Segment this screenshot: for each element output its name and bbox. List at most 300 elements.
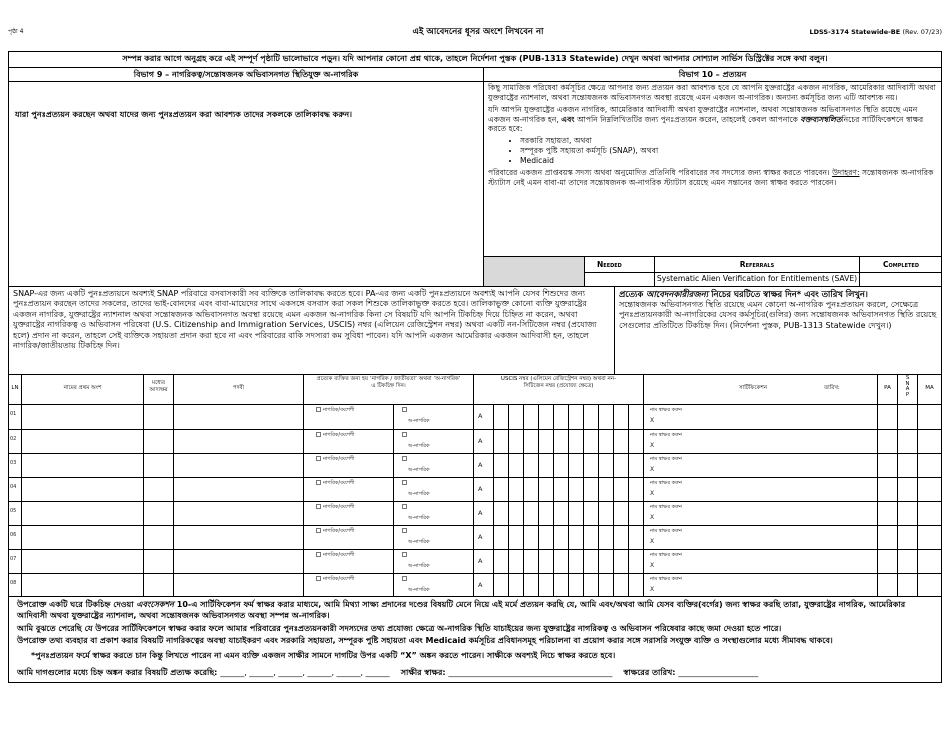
sign-name-label: নাম স্বাক্ষর করুন [650, 552, 683, 558]
middle-initial-cell[interactable] [143, 405, 173, 429]
noncitizen-label: অ-নাগরিক [408, 491, 430, 497]
citizen-checkbox[interactable] [316, 432, 321, 437]
uscis-digit-cell[interactable] [508, 574, 523, 596]
col-snap: S N A P [897, 375, 917, 404]
snap-cell[interactable] [897, 574, 917, 596]
sign-x-mark: X [650, 514, 655, 521]
section10-body [483, 82, 941, 256]
read-notice: সম্পন্ন করার আগে অনুগ্রহ করে এই সম্পূর্ণ পৃষ্ঠাটি ভালোভাবে পড়ুন। যদি আপনার কোনো প্রশ্ন থাকে, তাহলে নির্দেশনা পুস্তক (PUB-1313 Statewide) দেখুন অথবা আপনার সোশ্যাল সার্ভিস ডিস্ট্রিক্টের সঙ্গে কথা বলুন। [9, 52, 941, 68]
uscis-digit-cell[interactable] [568, 502, 583, 525]
sign-name-label: নাম স্বাক্ষর করুন [650, 480, 683, 486]
middle-initial-cell[interactable] [143, 502, 173, 525]
noncitizen-label: অ-নাগরিক [408, 467, 430, 473]
witnessed-marks-label: আমি দাগগুলোর মধ্যে চিহ্ন অঙ্কন করার বিষয়টি প্রত্যক্ষ করেছি: [17, 667, 218, 677]
noncitizen-label: অ-নাগরিক [408, 539, 430, 545]
para2-and: এবং [561, 114, 575, 124]
citizen-label: নাগরিক/বংশেশী [323, 456, 355, 462]
form-revision: (Rev. 07/23) [902, 28, 942, 36]
signature-cell[interactable] [643, 502, 877, 525]
citizen-label: নাগরিক/বংশেশী [323, 480, 355, 486]
section9-instruction: যারা পুনঃপ্রত্যয়ন করছেন অথবা যাদের জন্য পুনঃপ্রত্যয়ন করা আবশ্যক তাদের সকলকে তালিকাবদ্ধ করুন। [15, 110, 353, 119]
uscis-digit-cell[interactable] [628, 454, 643, 477]
uscis-digit-cell[interactable] [538, 526, 553, 549]
middle-initial-cell[interactable] [143, 430, 173, 453]
pa-cell[interactable] [877, 502, 897, 525]
uscis-digit-cell[interactable] [583, 430, 598, 453]
sign-x-mark: X [650, 490, 655, 497]
save-label: Systematic Alien Verification for Entitlements (SAVE) [654, 272, 859, 286]
signature-cell[interactable] [643, 454, 877, 477]
ma-cell[interactable] [917, 574, 941, 596]
uscis-digit-cell[interactable] [598, 478, 613, 501]
sign-name-label: নাম স্বাক্ষর করুন [650, 407, 683, 413]
uscis-digit-cell[interactable] [628, 526, 643, 549]
uscis-digit-cell[interactable] [553, 405, 568, 429]
uscis-a-prefix: A [473, 526, 493, 549]
citizen-label: নাগরিক/বংশেশী [323, 552, 355, 558]
first-name-cell[interactable] [21, 526, 143, 549]
citizen-label: নাগরিক/বংশেশী [323, 576, 355, 582]
uscis-digit-cell[interactable] [613, 430, 628, 453]
referrals-label: Referrals [654, 257, 859, 272]
para2-text-b: আপনি নিম্নলিখিতটির জন্য পুনঃপ্রত্যয়ন করেন, তাহলেই কেবল আপনাকে [577, 114, 798, 124]
completed-label: Completed [859, 257, 941, 272]
first-name-cell[interactable] [21, 550, 143, 573]
middle-initial-cell[interactable] [143, 454, 173, 477]
middle-initial-cell[interactable] [143, 478, 173, 501]
uscis-a-prefix: A [473, 502, 493, 525]
row-ln: 07 [10, 556, 17, 562]
row-ln: 01 [10, 411, 17, 417]
ma-cell[interactable] [917, 550, 941, 573]
citizen-checkbox[interactable] [316, 480, 321, 485]
cert-col-title: সার্টিফিকেশন [739, 385, 767, 391]
uscis-digit-cell[interactable] [583, 454, 598, 477]
pa-cell[interactable] [877, 574, 897, 596]
uscis-digit-cell[interactable] [493, 430, 508, 453]
citizen-option[interactable] [303, 574, 393, 596]
page-top-bar [8, 28, 942, 38]
noncitizen-checkbox[interactable] [402, 432, 407, 437]
cert-heading-italic: আবেদনকারীরজন্য [646, 289, 709, 299]
citizen-checkbox-wrap [316, 528, 354, 534]
uscis-a-prefix: A [473, 478, 493, 501]
uscis-a-prefix: A [473, 454, 493, 477]
ma-cell[interactable] [917, 502, 941, 525]
page-number: পৃষ্ঠা 4 [8, 28, 24, 35]
referrals-grey-left [484, 257, 584, 286]
uscis-a-prefix: A [473, 430, 493, 453]
form-frame [8, 51, 942, 683]
citizen-label: নাগরিক/বংশেশী [323, 504, 355, 510]
noncitizen-option[interactable] [393, 526, 473, 549]
citizen-option[interactable] [303, 405, 393, 429]
first-name-cell[interactable] [21, 478, 143, 501]
uscis-digit-cell[interactable] [598, 430, 613, 453]
citizen-option[interactable] [303, 478, 393, 501]
uscis-digit-cell[interactable] [613, 574, 628, 596]
uscis-digit-cell[interactable] [568, 574, 583, 596]
uscis-a-prefix: A [473, 574, 493, 596]
uscis-digit-cell[interactable] [553, 550, 568, 573]
citizen-label: নাগরিক/বংশেশী [323, 407, 355, 413]
uscis-digit-cell[interactable] [628, 478, 643, 501]
uscis-digit-cell[interactable] [493, 574, 508, 596]
uscis-digit-cell[interactable] [538, 405, 553, 429]
uscis-digit-cell[interactable] [628, 405, 643, 429]
signature-cell[interactable] [643, 574, 877, 596]
citizen-checkbox[interactable] [316, 504, 321, 509]
noncitizen-label: অ-নাগরিক [408, 418, 430, 424]
uscis-digit-cell[interactable] [628, 430, 643, 453]
uscis-digit-cell[interactable] [553, 574, 568, 596]
noncitizen-option[interactable] [393, 550, 473, 573]
noncitizen-checkbox[interactable] [402, 504, 407, 509]
uscis-digit-cell[interactable] [568, 478, 583, 501]
noncitizen-option[interactable] [393, 502, 473, 525]
uscis-digit-cell[interactable] [568, 430, 583, 453]
uscis-digit-cell[interactable] [553, 454, 568, 477]
citizen-checkbox-wrap [316, 456, 354, 462]
uscis-digit-cell[interactable] [508, 405, 523, 429]
first-name-cell[interactable] [21, 454, 143, 477]
footer-line3: উপরোক্ত তথ্য ব্যবহার বা প্রকাশ করার বিষয়টি নাগরিকত্বের অবস্থা যাচাইকরণ এবং সরকারি সহায়তা, সম্পূরক পুষ্টি সহায়তা এবং Medicaid কর্মসূচির প্রবিধানসমূহ পরিচালনা বা প্রয়োগ করার সঙ্গে সরাসরি সংযুক্ত ব্যক্তি ও সংস্থাগুলোর মধ্যে সীমাবদ্ধ থাকবে। [17, 636, 833, 646]
noncitizen-label: অ-নাগরিক [408, 443, 430, 449]
first-name-cell[interactable] [21, 574, 143, 596]
uscis-digit-cell[interactable] [583, 574, 598, 596]
table-row [9, 477, 941, 501]
pa-cell[interactable] [877, 405, 897, 429]
row-ln: 06 [10, 532, 17, 538]
noncitizen-option[interactable] [393, 574, 473, 596]
sign-name-label: নাম স্বাক্ষর করুন [650, 528, 683, 534]
needed-cell[interactable] [584, 272, 654, 286]
citizen-option[interactable] [303, 526, 393, 549]
pa-cell[interactable] [877, 550, 897, 573]
uscis-digit-cell[interactable] [598, 405, 613, 429]
citizen-option[interactable] [303, 430, 393, 453]
last-name-cell[interactable] [173, 430, 303, 453]
citizen-label: নাগরিক/বংশেশী [323, 432, 355, 438]
noncitizen-label: অ-নাগরিক [408, 515, 430, 521]
footer [9, 596, 941, 684]
col-first-name: নামের প্রথম অংশ [21, 375, 143, 404]
middle-initial-cell[interactable] [143, 574, 173, 596]
col-certification [643, 375, 877, 404]
para2-italic: বক্তব্যসম্বলিত [800, 114, 842, 124]
para2-text-a: যদি আপনি যুক্তরাষ্ট্রের একজন নাগরিক, আমেরিকার আদিবাসী অথবা যুক্তরাষ্ট্রের ন্যাশনাল, অথবা সন্তোষজনক অভিবাসনগত স্থিতি রয়েছে এমন একজন অ-নাগরিক হন, [488, 104, 918, 124]
uscis-digit-cell[interactable] [508, 526, 523, 549]
uscis-digit-cell[interactable] [583, 478, 598, 501]
citizen-checkbox-wrap [316, 552, 354, 558]
table-row [9, 501, 941, 525]
footer-line1-b: 10-এ সার্টিফিকেশন ফর্ম স্বাক্ষর করার মাধ্যমে, আমি মিথ্যা সাক্ষ্য প্রদানের দণ্ডের বিষয়টি মেনে নিয়ে এই মর্মে প্রত্যয়ন করছি যে, আমি এবং/অথবা আমি যেসব ব্যক্তির(বর্গের) জন্য স্বাক্ষর করছি তারা, যুক্তরাষ্ট্রের নাগরিক, আমেরিকার আদিবাসী অথবা যুক্তরাষ্ট্রের ন্যাশনাল, অথবা সন্তোষজনক অভিবাসনগত অবস্থা সম্পন্ন অ-নাগরিক। [17, 600, 906, 620]
table-row [9, 453, 941, 477]
signature-cell[interactable] [643, 526, 877, 549]
noncitizen-checkbox[interactable] [402, 407, 407, 412]
uscis-digit-cell[interactable] [493, 454, 508, 477]
uscis-digit-cell[interactable] [613, 478, 628, 501]
form-id-code: LDSS-3174 Statewide-BE [809, 28, 901, 36]
uscis-digit-cell[interactable] [523, 502, 538, 525]
noncitizen-checkbox[interactable] [402, 480, 407, 485]
uscis-digit-cell[interactable] [538, 502, 553, 525]
para3-example-label: উদাহরণ: [832, 167, 860, 177]
uscis-digit-cell[interactable] [493, 502, 508, 525]
program-list [520, 136, 941, 166]
ma-cell[interactable] [917, 454, 941, 477]
snap-cell[interactable] [897, 454, 917, 477]
uscis-digit-cell[interactable] [523, 430, 538, 453]
uscis-digit-cell[interactable] [598, 454, 613, 477]
para3-text-a: পরিবারের একজন প্রাপ্তবয়স্ক সদস্য অথবা অনুমোদিত প্রতিনিধি পরিবারের সব সদস্যের জন্য স্বাক্ষর করতে পারবেন। [488, 167, 830, 177]
certification-instructions [614, 286, 941, 374]
para2-text-c: নিচের সার্টিফিকেশনে স্বাক্ষর করতে হবে: [488, 114, 924, 134]
citizen-option[interactable] [303, 454, 393, 477]
citizen-checkbox-wrap [316, 407, 354, 413]
form-id [809, 28, 942, 36]
uscis-digit-cell[interactable] [508, 502, 523, 525]
snap-cell[interactable] [897, 502, 917, 525]
cert-heading-b: নিচের ঘরটিতে স্বাক্ষর দিন* এবং তারিখ লিখুন। [711, 289, 868, 299]
uscis-digit-cell[interactable] [613, 550, 628, 573]
signature-cell[interactable] [643, 550, 877, 573]
table-row [9, 549, 941, 573]
sign-x-mark: X [650, 562, 655, 569]
last-name-cell[interactable] [173, 405, 303, 429]
uscis-digit-cell[interactable] [628, 502, 643, 525]
referrals-strip [483, 256, 941, 286]
section10-title: বিভাগ 10 – প্রত্যয়ন [483, 68, 941, 82]
uscis-digit-cell[interactable] [553, 526, 568, 549]
pa-cell[interactable] [877, 478, 897, 501]
footer-line1-a: উপরোক্ত একটি ঘরে টিকচিহ্ন দেওয়া [17, 600, 134, 609]
section9-title: বিভাগ 9 – নাগরিকত্ব/সন্তোষজনক অভিবাসনগত স্থিতিযুক্ত অ-নাগরিক [9, 68, 483, 82]
uscis-digit-cell[interactable] [493, 550, 508, 573]
uscis-digit-cell[interactable] [523, 478, 538, 501]
uscis-digit-cell[interactable] [523, 454, 538, 477]
citizen-checkbox[interactable] [316, 576, 321, 581]
uscis-digit-cell[interactable] [598, 574, 613, 596]
noncitizen-option[interactable] [393, 430, 473, 453]
last-name-cell[interactable] [173, 454, 303, 477]
noncitizen-option[interactable] [393, 405, 473, 429]
sign-x-mark: X [650, 538, 655, 545]
uscis-digit-cell[interactable] [583, 526, 598, 549]
uscis-digit-cell[interactable] [553, 502, 568, 525]
citizen-checkbox-wrap [316, 480, 354, 486]
signature-date-label: স্বাক্ষরের তারিখ: [623, 667, 676, 677]
sign-x-mark: X [650, 417, 655, 424]
ma-cell[interactable] [917, 526, 941, 549]
uscis-digit-cell[interactable] [598, 526, 613, 549]
citizen-checkbox-wrap [316, 504, 354, 510]
para3-text-b: সন্তোষজনক অ-নাগরিক স্ট্যাটাস নেই এমন বাবা-মা তাদের সন্তোষজনক অ-নাগরিক স্ট্যাটাস রয়েছে এমন সন্তানের জন্য স্বাক্ষর করতে পারবেন। [488, 167, 934, 187]
pa-cell[interactable] [877, 430, 897, 453]
uscis-digit-cell[interactable] [523, 405, 538, 429]
citizen-label: নাগরিক/বংশেশী [323, 528, 355, 534]
snap-cell[interactable] [897, 526, 917, 549]
uscis-digit-cell[interactable] [568, 526, 583, 549]
noncitizen-checkbox[interactable] [402, 456, 407, 461]
marks-blanks[interactable]: ______, ______, ______, ______, ______, ______ [220, 667, 390, 677]
snap-cell[interactable] [897, 430, 917, 453]
ma-cell[interactable] [917, 478, 941, 501]
citizen-checkbox[interactable] [316, 528, 321, 533]
noncitizen-option[interactable] [393, 478, 473, 501]
uscis-digit-cell[interactable] [508, 550, 523, 573]
pa-cell[interactable] [877, 454, 897, 477]
uscis-digit-cell[interactable] [508, 430, 523, 453]
needed-label: Needed [584, 257, 654, 272]
uscis-digit-cell[interactable] [628, 550, 643, 573]
uscis-a-prefix: A [473, 550, 493, 573]
uscis-digit-cell[interactable] [493, 478, 508, 501]
col-last-name: পদবী [173, 375, 303, 404]
cert-heading [619, 289, 937, 300]
sign-name-label: নাম স্বাক্ষর করুন [650, 504, 683, 510]
uscis-digit-cell[interactable] [628, 574, 643, 596]
row-ln: 04 [10, 484, 17, 490]
program-item: • সম্পূরক পুষ্টি সহায়তা কর্মসূচি (SNAP), অথবা [520, 146, 941, 156]
noncitizen-checkbox[interactable] [402, 528, 407, 533]
table-body [9, 404, 941, 596]
uscis-digit-cell[interactable] [538, 430, 553, 453]
citizen-checkbox-wrap [316, 432, 354, 438]
uscis-digit-cell[interactable] [613, 405, 628, 429]
snap-instructions: SNAP-এর জন্য একটি পুনঃপ্রত্যয়নে অবশ্যই SNAP পরিবারে বসবাসকারী সব ব্যক্তিকে তালিকাবদ্ধ করতে হবে। PA-এর জন্য একটি পুনঃপ্রত্যয়নে অবশ্যই আপনি যেসব শিশুদের জন্য পুনঃপ্রত্যয়ন করছেন তাদের সকলের, তাদের ভাই-বোনদের এবং বাবা-মায়েদের সাথে একসঙ্গে বসবাস করা সকল শিশুকে তালিকাভুক্ত করতে হবে। তালিকাভুক্ত কোনো ব্যক্তি যুক্তরাষ্ট্রের একজন নাগরিক, যুক্তরাষ্ট্রের ন্যাশনাল অথবা সন্তোষজনক অভিবাসনগত অবস্থা রয়েছে এমন একজন অ-নাগরিক কিনা সে বিষয়টি যদি আপনি টিকচিহ্ন দিয়ে চিহ্নিত না করেন, অথবা যুক্তরাষ্ট্রের নাগরিকত্ব ও অভিবাসন পরিষেবা (U.S. Citizenship and Immigration Services, USCIS) নম্বর (এলিয়েন রেজিস্ট্রেশন নম্বর) অথবা একটি নন-সিটিজেন নম্বর (প্রযোজ্য হলে) প্রদান না করেন, তাহলে সেই ব্যক্তিকে সহায়তা প্রদান করা হবে না এবং পরিবারের বাকি সদস্যরা কম সুবিধা পাবেন। যদি আপনি একজন আমেরিকার একজন আদিবাসী হন, তাহলে নাগরিক/জাতীয়তায় টিকচিহ্ন দিন। [9, 286, 614, 374]
noncitizen-label: অ-নাগরিক [408, 587, 430, 593]
row-ln: 02 [10, 436, 17, 442]
noncitizen-checkbox[interactable] [402, 576, 407, 581]
row-ln: 05 [10, 508, 17, 514]
witness-signature-line[interactable]: _________________________________________ [448, 667, 613, 677]
snap-cell[interactable] [897, 550, 917, 573]
table-row [9, 429, 941, 453]
footer-line2: আমি বুঝতে পেরেছি যে উপরের সার্টিফিকেশনে স্বাক্ষর করার ফলে আমার পরিবারের পুনঃপ্রত্যয়নকারী সদস্যদের তথ্য প্রযোজ্য ক্ষেত্রে অ-নাগরিক স্থিতি যাচাইয়ের জন্য যুক্তরাষ্ট্রের নাগরিকত্ব ও অভিবাসন পরিষেবার কাছে জমা দেওয়া হতে পারে। [17, 623, 782, 633]
uscis-digit-cell[interactable] [553, 430, 568, 453]
completed-cell[interactable] [859, 272, 941, 286]
last-name-cell[interactable] [173, 526, 303, 549]
signature-cell[interactable] [643, 478, 877, 501]
uscis-digit-cell[interactable] [583, 405, 598, 429]
noncitizen-label: অ-নাগরিক [408, 563, 430, 569]
signature-date-line[interactable]: ____________________ [678, 667, 759, 677]
col-uscis: USCIS নম্বর (এলিয়েন রেজিস্ট্রেশন নম্বর) অথবা নন-সিটিজেন নম্বর (প্রযোজ্য ক্ষেত্রে) [473, 375, 643, 404]
uscis-digit-cell[interactable] [583, 550, 598, 573]
witness-row [9, 667, 941, 680]
uscis-digit-cell[interactable] [523, 526, 538, 549]
uscis-digit-cell[interactable] [538, 478, 553, 501]
ma-cell[interactable] [917, 430, 941, 453]
table-row [9, 525, 941, 549]
uscis-digit-cell[interactable] [613, 454, 628, 477]
uscis-digit-cell[interactable] [493, 405, 508, 429]
sign-x-mark: X [650, 442, 655, 449]
uscis-digit-cell[interactable] [508, 478, 523, 501]
first-name-cell[interactable] [21, 405, 143, 429]
cert-body: সন্তোষজনক অভিবাসনগত স্থিতি রয়েছে এমন কোনো অ-নাগরিক পুনঃপ্রত্যয়ন করলে, সেক্ষেত্রে পুনঃপ্রত্যয়নকারী অ-নাগরিকের যেসব কর্মসূচির(গুলির) জন্য সন্তোষজনক অভিবাসনগত স্থিতি রয়েছে সেগুলোর প্রতিটিতে টিকচিহ্ন দিন। (নির্দেশনা পুস্তক, PUB-1313 Statewide দেখুন।) [619, 299, 937, 330]
uscis-digit-cell[interactable] [583, 502, 598, 525]
row-ln: 03 [10, 460, 17, 466]
citizen-checkbox[interactable] [316, 407, 321, 412]
citizen-checkbox[interactable] [316, 552, 321, 557]
uscis-digit-cell[interactable] [538, 454, 553, 477]
uscis-digit-cell[interactable] [493, 526, 508, 549]
pa-cell[interactable] [877, 526, 897, 549]
citizen-option[interactable] [303, 550, 393, 573]
table-row [9, 405, 941, 429]
citizen-checkbox-wrap [316, 576, 354, 582]
col-ln: LN [11, 385, 19, 391]
first-name-cell[interactable] [21, 430, 143, 453]
sign-x-mark: X [650, 586, 655, 593]
ma-cell[interactable] [917, 405, 941, 429]
uscis-digit-cell[interactable] [568, 405, 583, 429]
cert-heading-a: প্রত্যেক [619, 289, 644, 299]
middle-initial-cell[interactable] [143, 550, 173, 573]
last-name-cell[interactable] [173, 478, 303, 501]
uscis-digit-cell[interactable] [568, 550, 583, 573]
section10-para1: কিছু সামাজিক পরিষেবা কর্মসূচির ক্ষেত্রে আপনার জন্য প্রত্যয়ন করা আবশ্যক হবে যে আপনি যুক্তরাষ্ট্রের একজন নাগরিক, আমেরিকার আদিবাসী অথবা যুক্তরাষ্ট্রের ন্যাশনাল, অথবা সন্তোষজনক অভিবাসনগত অবস্থা রয়েছে এমন একজন অ-নাগরিক। অন্যান্য কর্মসূচির জন্য এটি আবশ্যক নয়। [488, 83, 936, 102]
section9-body [9, 82, 483, 286]
last-name-cell[interactable] [173, 550, 303, 573]
sign-name-label: নাম স্বাক্ষর করুন [650, 576, 683, 582]
snap-cell[interactable] [897, 405, 917, 429]
sign-name-label: নাম স্বাক্ষর করুন [650, 432, 683, 438]
witness-signature-label: সাক্ষীর স্বাক্ষর: [400, 667, 446, 677]
snap-cell[interactable] [897, 478, 917, 501]
uscis-digit-cell[interactable] [598, 502, 613, 525]
uscis-digit-cell[interactable] [538, 550, 553, 573]
footer-line1-italic: এবংসেকশন [136, 600, 174, 609]
middle-initial-cell[interactable] [143, 526, 173, 549]
section10-para2 [488, 105, 938, 135]
uscis-digit-cell[interactable] [538, 574, 553, 596]
uscis-digit-cell[interactable] [523, 550, 538, 573]
col-ma: MA [917, 375, 941, 404]
table-row [9, 573, 941, 596]
sign-x-mark: X [650, 466, 655, 473]
footer-line1 [9, 599, 941, 623]
noncitizen-checkbox[interactable] [402, 552, 407, 557]
citizen-option[interactable] [303, 502, 393, 525]
uscis-digit-cell[interactable] [568, 454, 583, 477]
sign-name-label: নাম স্বাক্ষর করুন [650, 456, 683, 462]
uscis-digit-cell[interactable] [613, 502, 628, 525]
uscis-digit-cell[interactable] [508, 454, 523, 477]
program-item: • Medicaid [520, 156, 941, 166]
uscis-digit-cell[interactable] [598, 550, 613, 573]
uscis-digit-cell[interactable] [553, 478, 568, 501]
uscis-digit-cell[interactable] [613, 526, 628, 549]
noncitizen-option[interactable] [393, 454, 473, 477]
last-name-cell[interactable] [173, 502, 303, 525]
citizen-checkbox[interactable] [316, 456, 321, 461]
col-middle-initial: মধ্যের আদ্যক্ষর [143, 375, 173, 404]
signature-cell[interactable] [643, 430, 877, 453]
uscis-digit-cell[interactable] [523, 574, 538, 596]
uscis-a-prefix: A [473, 405, 493, 429]
table-header [9, 374, 941, 404]
last-name-cell[interactable] [173, 574, 303, 596]
program-item: • সরকারি সহায়তা, অথবা [520, 136, 941, 146]
col-pa: PA [877, 375, 897, 404]
grey-area-notice: এই আবেদনের ধূসর অংশে লিখবেন না [412, 27, 544, 37]
first-name-cell[interactable] [21, 502, 143, 525]
signature-cell[interactable] [643, 405, 877, 429]
date-col-title: তারিখ: [824, 385, 840, 391]
